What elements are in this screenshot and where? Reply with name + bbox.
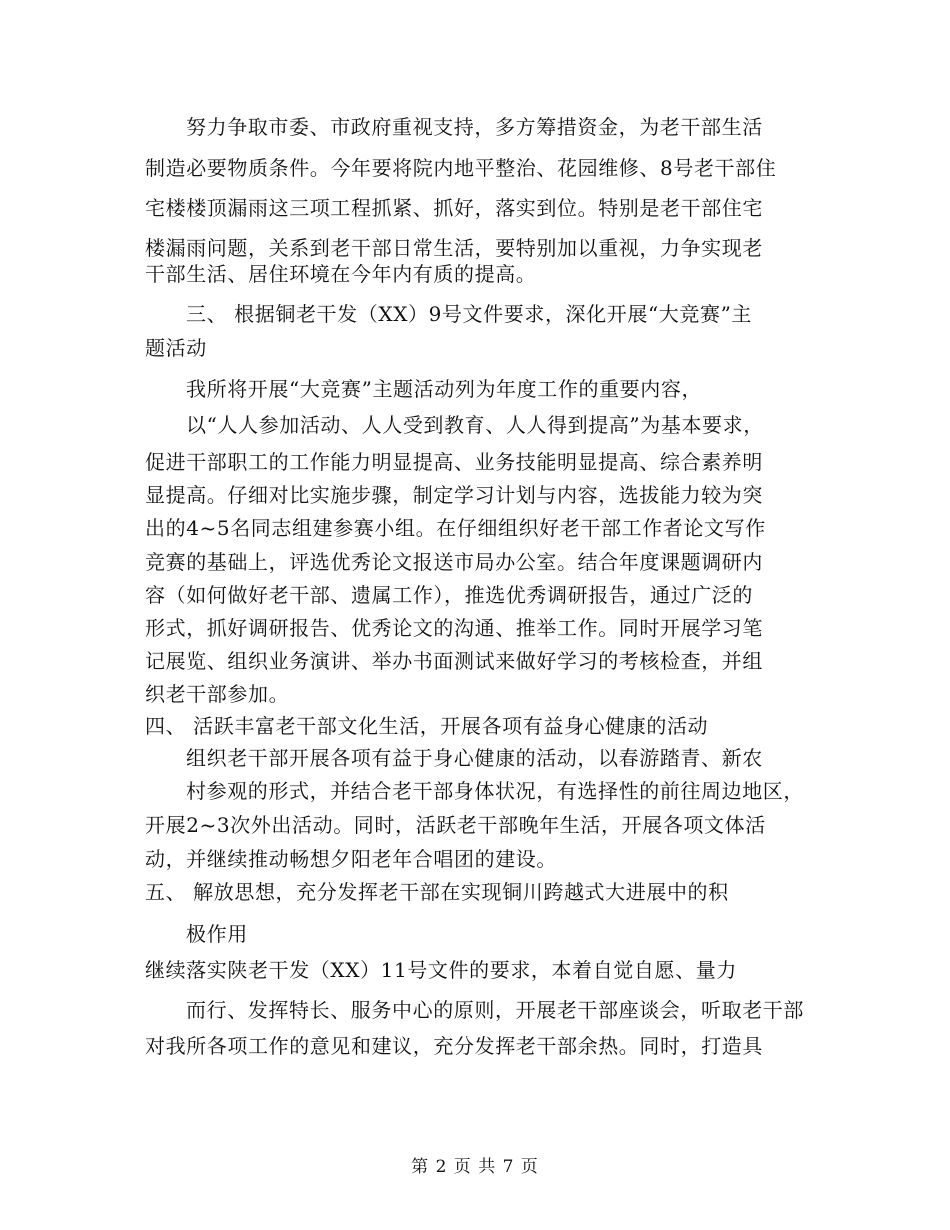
body-text-line: 竞赛的基础上，评选优秀论文报送市局办公室。结合年度课题调研内 [145,550,763,574]
body-text-line: 动，并继续推动畅想夕阳老年合唱团的建设。 [145,847,557,871]
body-text-line: 而行、发挥特长、服务中心的原则，开展老干部座谈会，听取老干部 [186,998,804,1022]
body-text-line: 织老干部参加。 [145,682,290,706]
body-text-line: 容（如何做好老干部、遗属工作），推选优秀调研报告，通过广泛的 [145,583,753,607]
section-heading-3-cont: 题活动 [145,336,207,360]
body-text-line: 开展2~3次外出活动。同时，活跃老干部晚年生活，开展各项文体活 [145,813,766,837]
body-text-line: 四、 活跃丰富老干部文化生活，开展各项有益身心健康的活动 [145,714,709,738]
body-text-line: 村参观的形式，并结合老干部身体状况，有选择性的前往周边地区， [186,779,804,803]
body-text-line: 促进干部职工的工作能力明显提高、业务技能明显提高、综合素养明 [145,450,763,474]
section-heading-4: 组织老干部开展各项有益于身心健康的活动，以春游踏青、新农 [186,746,763,770]
body-text-line: 对我所各项工作的意见和建议，充分发挥老干部余热。同时，打造具 [145,1034,763,1058]
body-text-line: 楼漏雨问题，关系到老干部日常生活，要特别加以重视，力争实现老 [145,236,763,260]
body-text-line: 以“人人参加活动、人人受到教育、人人得到提高”为基本要求， [186,413,764,437]
body-text-line: 努力争取市委、市政府重视支持，多方筹措资金，为老干部生活 [186,115,763,139]
body-text-line: 干部生活、居住环境在今年内有质的提高。 [145,262,537,286]
body-text-line: 宅楼楼顶漏雨这三项工程抓紧、抓好，落实到位。特别是老干部住宅 [145,196,763,220]
section-heading-5: 极作用 [186,922,248,946]
section-heading-5-cont: 继续落实陕老干发（XX）11号文件的要求，本着自觉自愿、量力 [145,958,737,982]
body-text-line: 五、 解放思想，充分发挥老干部在实现铜川跨越式大进展中的积 [145,880,729,904]
body-text-line: 出的4~5名同志组建参赛小组。在仔细组织好老干部工作者论文写作 [145,516,766,540]
body-text-line: 我所将开展“大竞赛”主题活动列为年度工作的重要内容， [186,377,703,401]
body-text-line: 记展览、组织业务演讲、举办书面测试来做好学习的考核检查，并组 [145,649,763,673]
section-heading-3: 三、 根据铜老干发（XX）9号文件要求，深化开展“大竞赛”主 [186,302,753,326]
body-text-line: 形式，抓好调研报告、优秀论文的沟通、推举工作。同时开展学习笔 [145,616,763,640]
body-text-line: 显提高。仔细对比实施步骤，制定学习计划与内容，选拔能力较为突 [145,483,763,507]
page-number-footer: 第 2 页 共 7 页 [411,1157,539,1177]
body-text-line: 制造必要物质条件。今年要将院内地平整治、花园维修、8号老干部住 [145,156,777,180]
